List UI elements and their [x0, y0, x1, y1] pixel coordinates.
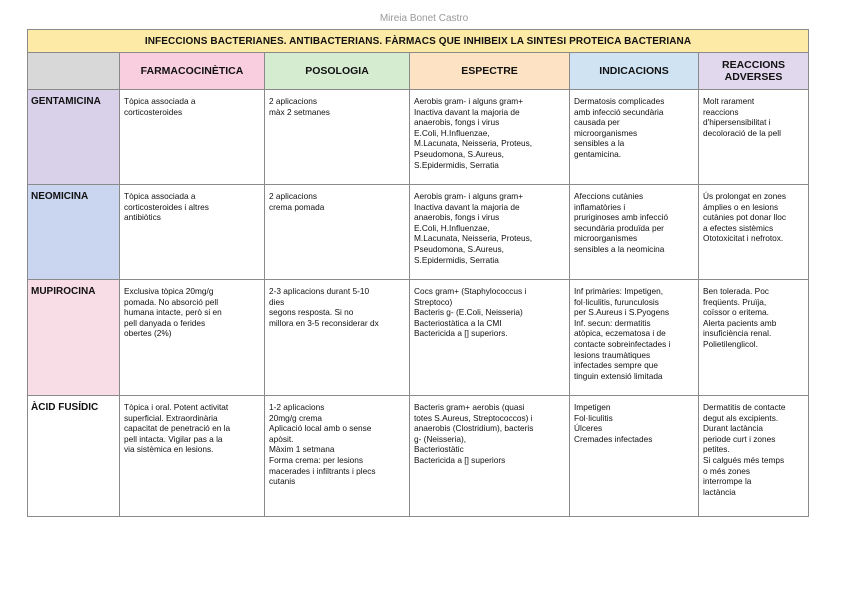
reaccions-cell: Dermatitis de contacte degut als excipients. Durant lactància periode curt i zones petites. Si calgués més temps o més zones interrompe la lactància — [699, 396, 809, 517]
farmacocinetica-cell: Exclusiva tòpica 20mg/g pomada. No absorció pell humana intacte, però si en pell danyada o ferides obertes (2%) — [120, 280, 265, 396]
header-row — [28, 53, 809, 90]
farmacocinetica-cell: Tòpica associada a corticosteroides — [120, 90, 265, 185]
reaccions-cell: Ús prolongat en zones ámplies o en lesions cutànies pot donar lloc a efectes sistèmics Ototoxicitat i nefrotox. — [699, 185, 809, 280]
title-row — [28, 30, 809, 53]
header-reaccions-adverses: REACCIONS ADVERSES — [699, 53, 809, 90]
indicacions-cell: Inf primàries: Impetigen, fol·liculitis, furunculosis per S.Aureus i S.Pyogens Inf. secun: dermatitis atòpica, eczematosa i de contacte sobreinfectades i lesions traumàtiques infectades sempre que tinguin extensió limitada — [570, 280, 699, 396]
espectre-cell: Aerobis gram- i alguns gram+ Inactiva davant la majoria de anaerobis, fongs i virus E.Coli, H.Influenzae, M.Lacunata, Neisseria, Proteus, Pseudomona, S.Aureus, S.Epidermidis, Serratia — [410, 90, 570, 185]
indicacions-cell: Impetigen Fol·liculitis Úlceres Cremades infectades — [570, 396, 699, 517]
posologia-cell: 2 aplicacions crema pomada — [265, 185, 410, 280]
table-title: INFECCIONS BACTERIANES. ANTIBACTERIANS. FÀRMACS QUE INHIBEIX LA SINTESI PROTEICA BACTERIANA — [28, 30, 809, 53]
table-row — [28, 280, 809, 396]
drug-name: GENTAMICINA — [28, 90, 120, 185]
reaccions-cell: Molt rarament reaccions d'hipersensibilitat i decoloració de la pell — [699, 90, 809, 185]
drug-name: MUPIROCINA — [28, 280, 120, 396]
farmacocinetica-cell: Tòpica i oral. Potent activitat superficial. Extraordinària capacitat de penetració en la pell intacta. Vigilar pas a la via sistèmica en lesions. — [120, 396, 265, 517]
header-posologia: POSOLOGIA — [265, 53, 410, 90]
author-name: Mireia Bonet Castro — [379, 13, 469, 24]
espectre-cell: Bacteris gram+ aerobis (quasi totes S.Aureus, Streptococcos) i anaerobis (Clostridium), bacteris g- (Neisseria), Bacteriostàtic Bactericida a [] superiors — [410, 396, 570, 517]
reaccions-cell: Ben tolerada. Poc freqüents. Pruïja, coïssor o eritema. Alerta pacients amb insuficiència renal. Polietilenglicol. — [699, 280, 809, 396]
table-row — [28, 90, 809, 185]
indicacions-cell: Afeccions cutànies inflamatòries i pruriginoses amb infecció secundària produïda per microorganismes sensibles a la neomicina — [570, 185, 699, 280]
espectre-cell: Aerobis gram- i alguns gram+ Inactiva davant la majoria de anaerobis, fongs i virus E.Coli, H.Influenzae, M.Lacunata, Neisseria, Proteus, Pseudomona, S.Aureus, S.Epidermidis, Serratia — [410, 185, 570, 280]
drug-name: NEOMICINA — [28, 185, 120, 280]
posologia-cell: 2 aplicacions màx 2 setmanes — [265, 90, 410, 185]
header-espectre: ESPECTRE — [410, 53, 570, 90]
header-farmacocinetica: FARMACOCINÈTICA — [120, 53, 265, 90]
antibacterials-table — [27, 29, 809, 517]
header-blank — [28, 53, 120, 90]
posologia-cell: 1-2 aplicacions 20mg/g crema Aplicació local amb o sense apòsit. Màxim 1 setmana Forma crema: per lesions macerades i infiltrants i plecs cutanis — [265, 396, 410, 517]
header-indicacions: INDICACIONS — [570, 53, 699, 90]
farmacocinetica-cell: Tòpica associada a corticosteroides i altres antibiòtics — [120, 185, 265, 280]
espectre-cell: Cocs gram+ (Staphylococcus i Streptoco) Bacteris g- (E.Coli, Neisseria) Bacteriostàtica a la CMI Bactericida a [] superiors. — [410, 280, 570, 396]
indicacions-cell: Dermatosis complicades amb infecció secundària causada per microorganismes sensibles a la gentamicina. — [570, 90, 699, 185]
table-row — [28, 185, 809, 280]
table-row — [28, 396, 809, 517]
drug-name: ÀCID FUSÍDIC — [28, 396, 120, 517]
posologia-cell: 2-3 aplicacions durant 5-10 dies segons resposta. Si no millora en 3-5 reconsiderar dx — [265, 280, 410, 396]
